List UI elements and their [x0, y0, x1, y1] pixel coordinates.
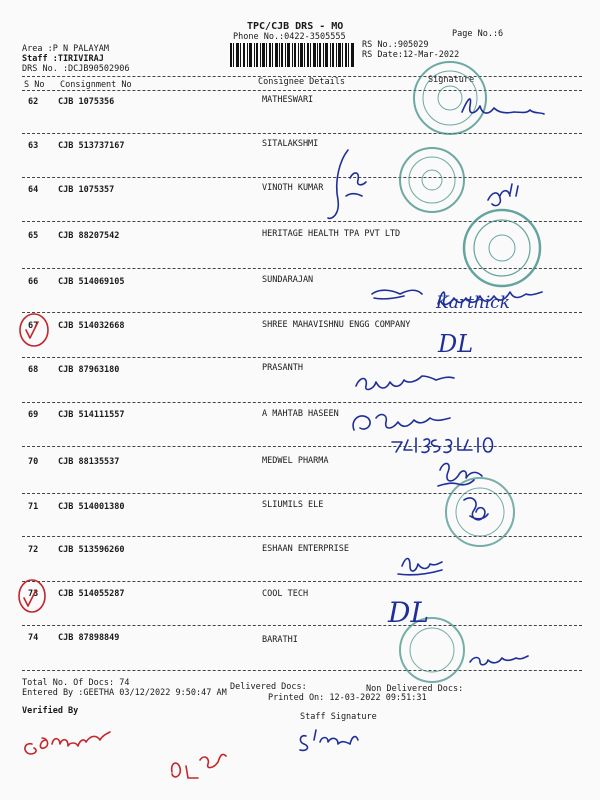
row-consignee: SHREE MAHAVISHNU ENGG COMPANY [262, 320, 411, 330]
scribble-row66 [372, 290, 422, 299]
area-label: Area :P N PALAYAM [22, 44, 109, 54]
drs-number: DRS No. :DCJB90502906 [22, 64, 130, 74]
signature-row68 [356, 376, 454, 389]
page-number: Page No.:6 [452, 29, 504, 39]
row-sno: 72 [28, 545, 39, 555]
document-title: TPC/CJB DRS - MO [247, 21, 344, 32]
row-consignment: CJB 88207542 [58, 231, 120, 241]
signature-row71 [464, 498, 488, 520]
signature-row72 [398, 559, 442, 575]
delivered-docs: Delivered Docs: [230, 682, 307, 692]
row-consignee: ESHAAN ENTERPRISE [262, 544, 349, 554]
printed-on: Printed On: 12-03-2022 09:51:31 [268, 693, 427, 703]
rs-date: RS Date:12-Mar-2022 [362, 50, 460, 60]
row-consignment: CJB 514032668 [58, 321, 125, 331]
row-consignment: CJB 513737167 [58, 141, 125, 151]
round-stamp-row62 [414, 62, 486, 134]
row-consignee: MEDWEL PHARMA [262, 456, 329, 466]
row-consignment: CJB 1075356 [58, 97, 115, 107]
row-consignment: CJB 514055287 [58, 589, 125, 599]
staff-label: Staff :TIRIVIRAJ [22, 54, 104, 64]
signature-row63 [328, 150, 366, 218]
staff-signature [300, 730, 358, 750]
row-consignment: CJB 513596260 [58, 545, 125, 555]
row-consignee: PRASANTH [262, 363, 303, 373]
red-tick-row67 [26, 322, 38, 338]
red-tick-row73 [24, 589, 39, 606]
row-consignee: SLIUMILS ELE [262, 500, 324, 510]
row-consignee: COOL TECH [262, 589, 309, 599]
signature-row74 [470, 656, 528, 665]
non-delivered-docs: Non Delivered Docs: [366, 684, 464, 694]
handwritten-dl-row67: DL [438, 330, 474, 358]
row-sno: 65 [28, 231, 39, 241]
row-sno: 71 [28, 502, 39, 512]
signature-row70 [438, 463, 482, 486]
red-dl-mark [172, 754, 226, 778]
red-circle-row73 [19, 580, 45, 612]
row-sno: 73 [28, 589, 39, 599]
handwritten-karthick: Karthick [436, 293, 511, 313]
row-sno: 68 [28, 365, 39, 375]
row-sno: 70 [28, 457, 39, 467]
round-stamp-row63 [400, 148, 464, 212]
row-consignment: CJB 514069105 [58, 277, 125, 287]
entered-by: Entered By :GEETHA 03/12/2022 9:50:47 AM [22, 688, 227, 698]
column-sno: S No [24, 80, 45, 90]
row-consignee: MATHESWARI [262, 95, 314, 105]
row-consignment: CJB 514001380 [58, 502, 125, 512]
row-sno: 64 [28, 185, 39, 195]
row-sno: 62 [28, 97, 39, 107]
rs-number: RS No.:905029 [362, 40, 429, 50]
row-sno: 63 [28, 141, 39, 151]
row-consignee: HERITAGE HEALTH TPA PVT LTD [262, 229, 401, 239]
row-sno: 69 [28, 410, 39, 420]
column-consignment: Consignment No [60, 80, 132, 90]
row-consignment: CJB 87963180 [58, 365, 120, 375]
red-signature-verified [25, 732, 110, 754]
signature-row64 [488, 184, 518, 206]
row-consignee: SITALAKSHMI [262, 139, 319, 149]
row-sno: 66 [28, 277, 39, 287]
row-consignee: BARATHI [262, 635, 298, 645]
row-consignee: A MAHTAB HASEEN [262, 409, 339, 419]
row-consignment: CJB 514111557 [58, 410, 125, 420]
column-signature: Signature [428, 75, 475, 85]
heritage-health-stamp [464, 210, 540, 286]
verified-by-label: Verified By [22, 706, 79, 716]
signature-row69 [353, 415, 450, 430]
row-sno: 67 [28, 321, 39, 331]
row-consignment: CJB 87898849 [58, 633, 120, 643]
phone-number: Phone No.:0422-3505555 [233, 32, 346, 42]
staff-signature-label: Staff Signature [300, 712, 377, 722]
row-consignment: CJB 88135537 [58, 457, 120, 467]
signature-row62 [462, 99, 544, 114]
round-stamp-row71 [446, 478, 514, 546]
column-consignee: Consignee Details [258, 77, 345, 87]
total-docs: Total No. Of Docs: 74 [22, 678, 130, 688]
row-consignee: SUNDARAJAN [262, 275, 314, 285]
row-consignment: CJB 1075357 [58, 185, 115, 195]
row-consignee: VINOTH KUMAR [262, 183, 324, 193]
handwritten-dl-row73: DL [388, 596, 430, 629]
row-sno: 74 [28, 633, 39, 643]
